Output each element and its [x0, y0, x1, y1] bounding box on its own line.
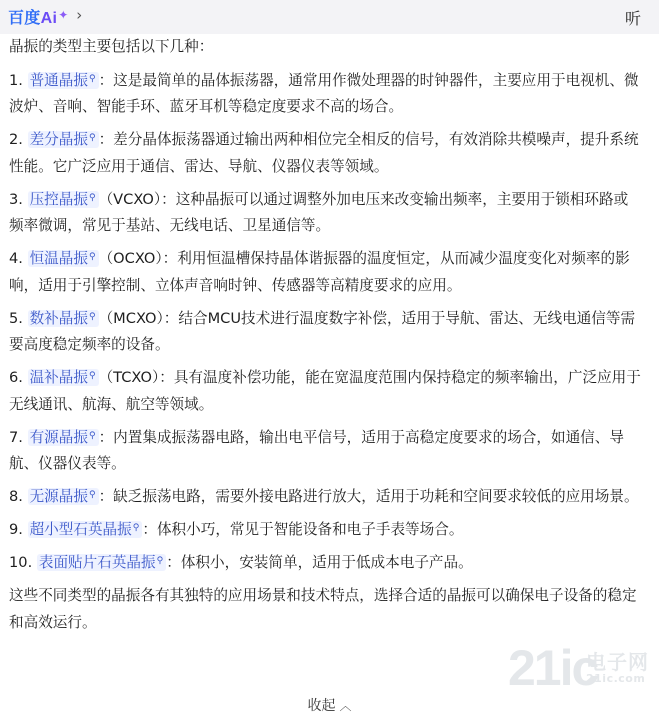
term-search-link[interactable] — [28, 191, 99, 208]
term-label: 有源晶振 — [29, 428, 88, 446]
term-label: 温补晶振 — [29, 369, 88, 386]
term-label: 普通晶振 — [29, 71, 88, 89]
term-search-link[interactable] — [28, 369, 99, 386]
search-icon: ⚲ — [88, 252, 96, 262]
term-description: （OCXO）：利用恒温槽保持晶体谐振器的温度恒定，从而减少温度变化对频率的影响，适用于引擎控制、立体声音响时钟、传感器等高精度要求的应用。 — [9, 250, 630, 294]
term-search-link[interactable] — [37, 554, 166, 571]
list-item — [9, 425, 641, 478]
watermark-domain: 21ic.com — [586, 672, 646, 685]
list-item-number: 7. — [9, 428, 28, 446]
search-icon: ⚲ — [88, 133, 96, 143]
term-search-link[interactable] — [28, 250, 99, 267]
list-item — [9, 517, 641, 544]
list-item-number: 8. — [9, 488, 28, 505]
term-description: （TCXO）：具有温度补偿功能，能在宽温度范围内保持稳定的频率输出，广泛应用于无线通讯、航海、航空等领域。 — [9, 369, 641, 413]
type-list — [9, 68, 641, 577]
term-description: ：体积小巧，常见于智能设备和电子手表等场合。 — [142, 521, 464, 538]
answer-content — [9, 34, 641, 636]
watermark-cn: 电子网 — [586, 650, 649, 674]
chevron-up-icon: ︿ — [339, 699, 352, 713]
list-item — [9, 127, 641, 180]
term-description: ：差分晶体振荡器通过输出两种相位完全相反的信号，有效消除共模噪声，提升系统性能。它广泛应用于通信、雷达、导航、仪器仪表等领域。 — [9, 131, 639, 175]
list-item — [9, 365, 641, 418]
search-icon: ⚲ — [156, 556, 164, 566]
search-icon: ⚲ — [88, 192, 96, 203]
term-search-link[interactable] — [28, 521, 143, 538]
site-watermark — [508, 638, 654, 698]
listen-button[interactable]: 听 — [624, 9, 641, 28]
search-icon: ⚲ — [88, 490, 96, 500]
list-item — [9, 246, 641, 299]
summary-text: 这些不同类型的晶振各有其独特的应用场景和技术特点，选择合适的晶振可以确保电子设备的稳定和高效运行。 — [9, 587, 637, 631]
list-item-number: 1. — [9, 71, 28, 89]
list-item-number: 9. — [9, 521, 28, 538]
search-icon: ⚲ — [88, 311, 96, 322]
term-search-link[interactable] — [28, 131, 99, 148]
sparkle-icon: ✦ — [58, 8, 69, 22]
search-icon: ⚲ — [88, 371, 96, 381]
list-item-number: 3. — [9, 190, 28, 208]
list-item — [9, 550, 641, 577]
term-label: 差分晶振 — [29, 131, 88, 148]
term-label: 超小型石英晶振 — [29, 521, 132, 538]
search-icon: ⚲ — [88, 430, 96, 441]
term-description: ：缺乏振荡电路，需要外接电路进行放大，适用于功耗和空间要求较低的应用场景。 — [98, 488, 639, 505]
term-search-link[interactable] — [28, 72, 99, 89]
list-item — [9, 187, 641, 240]
term-description: ：内置集成振荡器电路，输出电平信号，适用于高稳定度要求的场合，如通信、导航、仪器仪表等。 — [9, 428, 624, 472]
term-description: （VCXO）：这种晶振可以通过调整外加电压来改变输出频率，主要用于锁相环路或频率微调，常见于基站、无线电话、卫星通信等。 — [9, 190, 629, 234]
collapse-button[interactable] — [0, 695, 659, 715]
term-label: 数补晶振 — [29, 309, 88, 327]
brand-logo-link[interactable] — [8, 5, 82, 27]
top-bar — [0, 0, 659, 34]
list-item-number: 10. — [9, 554, 37, 571]
term-label: 恒温晶振 — [29, 250, 88, 267]
term-label: 压控晶振 — [29, 190, 88, 208]
list-item-number: 2. — [9, 131, 28, 148]
term-search-link[interactable] — [28, 429, 99, 446]
term-label: 表面贴片石英晶振 — [38, 554, 156, 571]
list-item-number: 5. — [9, 309, 28, 327]
list-item-number: 6. — [9, 369, 28, 386]
brand-logo-text: 百度Ai — [8, 9, 58, 27]
list-item-number: 4. — [9, 250, 28, 267]
list-item — [9, 68, 641, 121]
term-label: 无源晶振 — [29, 488, 88, 505]
term-description: ：这是最简单的晶体振荡器，通常用作微处理器的时钟器件，主要应用于电视机、微波炉、音响、智能手环、蓝牙耳机等稳定度要求不高的场合。 — [9, 71, 639, 115]
collapse-label: 收起 — [307, 698, 336, 714]
chevron-right-icon[interactable]: › — [76, 6, 83, 24]
term-description: ：体积小，安装简单，适用于低成本电子产品。 — [166, 554, 473, 571]
watermark-logo: 21ic — [508, 640, 598, 696]
intro-text: 晶振的类型主要包括以下几种： — [9, 38, 214, 55]
search-icon: ⚲ — [88, 73, 96, 84]
list-item — [9, 484, 641, 511]
term-search-link[interactable] — [28, 488, 99, 505]
list-item — [9, 306, 641, 359]
term-search-link[interactable] — [28, 310, 99, 327]
search-icon: ⚲ — [132, 523, 140, 533]
term-description: （MCXO）：结合MCU技术进行温度数字补偿，适用于导航、雷达、无线电通信等需要高度稳定频率的设备。 — [9, 309, 636, 353]
